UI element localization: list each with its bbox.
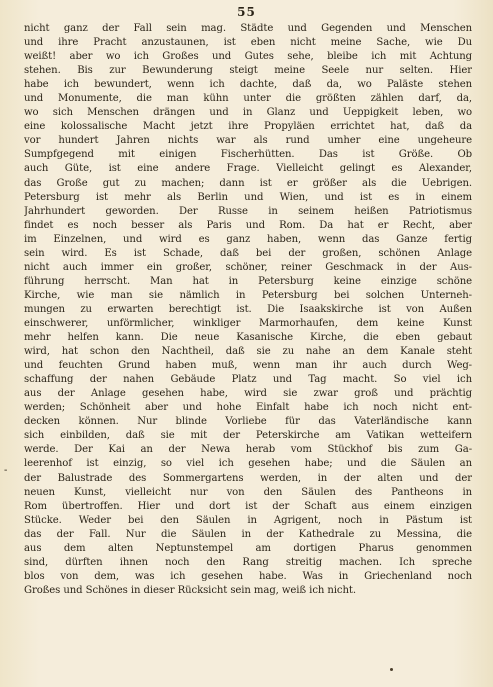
text-line: im Einzelnen, und wird es ganz haben, wenn das Ganze fertig	[24, 233, 472, 245]
text-line: mungen zu erwarten berechtigt ist. Die Isaakskirche ist von Außen	[24, 303, 472, 315]
text-line: Petersburg ist mehr als Berlin und Wien, und ist es in einem	[24, 191, 472, 203]
body-text	[24, 22, 472, 598]
text-line: einschwerer, unförmlicher, winkliger Marmorhaufen, dem keine Kunst	[24, 317, 472, 329]
text-line: führung herrscht. Man hat in Petersburg keine einzige schöne	[24, 275, 472, 287]
margin-mark: -	[4, 465, 8, 476]
text-line: Stücke. Weder bei den Säulen in Agrigent, noch in Pästum ist	[24, 514, 472, 526]
text-line: wird, hat schon den Nachtheil, daß sie zu nahe an dem Kanale steht	[24, 346, 472, 358]
ink-speck	[390, 668, 393, 671]
text-line: nicht auch immer ein großer, schöner, reiner Geschmack in der Aus-	[24, 261, 472, 273]
text-line: findet es noch besser als Paris und Rom. Da hat er Recht, aber	[24, 219, 472, 231]
text-line: sein wird. Es ist Schade, daß bei der großen, schönen Anlage	[24, 247, 472, 259]
text-line: neuen Kunst, vielleicht nur von den Säulen des Pantheons in	[24, 486, 472, 498]
text-line: wo sich Menschen drängen und in Glanz und Ueppigkeit leben, wo	[24, 107, 472, 119]
text-line: das der Fall. Nur die Säulen in der Kathedrale zu Messina, die	[24, 528, 472, 540]
text-line: das Große gut zu machen; dann ist er größer als die Uebrigen.	[24, 177, 472, 189]
text-line: Großes und Schönes in dieser Rücksicht sein mag, weiß ich nicht.	[24, 584, 356, 596]
text-line: und ihre Pracht anzustaunen, ist eben nicht meine Sache, wie Du	[24, 37, 472, 49]
text-line: werde. Der Kai an der Newa herab vom Stückhof bis zum Ga-	[24, 444, 472, 456]
text-line: sind, dürften ihnen noch den Rang streitig machen. Ich spreche	[24, 556, 472, 568]
text-line: decken können. Nur blinde Vorliebe für das Vaterländische kann	[24, 416, 472, 428]
text-line: mehr helfen kann. Die neue Kasanische Kirche, die eben gebaut	[24, 332, 472, 344]
text-line: stehen. Bis zur Bewunderung steigt meine Seele nur selten. Hier	[24, 65, 472, 77]
text-line: habe ich bewundert, wenn ich dachte, daß da, wo Paläste stehen	[24, 79, 472, 91]
text-line: der Balustrade des Sommergartens werden, in der alten und der	[24, 472, 472, 484]
text-line: eine kolossalische Macht jetzt ihre Propyläen errichtet hat, daß da	[24, 121, 472, 133]
text-line: werden; Schönheit aber und hohe Einfalt habe ich noch nicht ent-	[24, 402, 472, 414]
text-line: leerenhof ist einzig, so viel ich gesehen habe; und die Säulen an	[24, 458, 472, 470]
text-line: weißt! aber wo ich Großes und Gutes sehe, bleibe ich mit Achtung	[24, 51, 472, 63]
text-line: nicht ganz der Fall sein mag. Städte und Gegenden und Menschen	[24, 23, 472, 34]
text-line: vor hundert Jahren nichts war als rund umher eine ungeheure	[24, 135, 472, 147]
text-line: auch Güte, ist eine andere Frage. Vielleicht gelingt es Alexander,	[24, 163, 472, 175]
text-line: blos von dem, was ich gesehen habe. Was in Griechenland noch	[24, 570, 472, 582]
text-line: Kirche, wie man sie nämlich in Petersburg bei solchen Unterneh-	[24, 289, 472, 301]
text-line: und Monumente, die man kühn unter die größten zählen darf, da,	[24, 93, 472, 105]
text-line: Rom übertroffen. Hier und dort ist der Schaft aus einem einzigen	[24, 500, 472, 512]
text-line: aus der Anlage gesehen habe, wird sie zwar groß und prächtig	[24, 388, 472, 400]
text-line: aus dem alten Neptunstempel am dortigen Pharus genommen	[24, 542, 472, 554]
text-line: schaffung der nahen Gebäude Platz und Tag macht. So viel ich	[24, 374, 472, 386]
text-line: sich einbilden, daß sie mit der Peterskirche am Vatikan wetteifern	[24, 430, 472, 442]
text-line: und feuchten Grund haben muß, wenn man ihr auch durch Weg-	[24, 360, 472, 372]
page-number: 55	[237, 5, 256, 19]
text-line: Sumpfgegend mit einigen Fischerhütten. Das ist Größe. Ob	[24, 149, 472, 161]
text-line: Jahrhundert geworden. Der Russe in seinem heißen Patriotismus	[24, 205, 472, 217]
